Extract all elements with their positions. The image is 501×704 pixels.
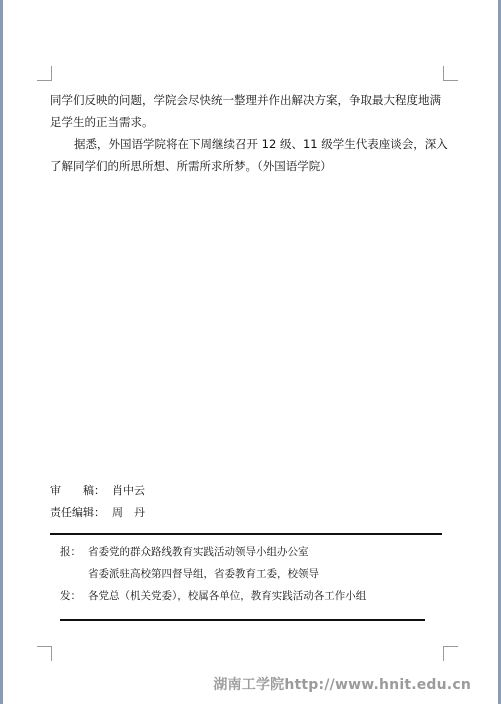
crop-mark-top-right	[443, 66, 458, 81]
reviewer-label: 审 稿：	[50, 484, 105, 497]
send-row	[60, 585, 366, 607]
reviewer-name: 肖中云	[112, 484, 145, 497]
body-paragraph-1: 同学们反映的问题，学院会尽快统一整理并作出解决方案，争取最大程度地满足学生的正当需求。	[50, 93, 441, 129]
editor-name: 周 丹	[112, 506, 145, 519]
editor-label: 责任编辑：	[50, 506, 105, 519]
site-watermark: 湖南工学院http://www.hnit.edu.cn	[213, 677, 471, 693]
editor-row	[50, 502, 145, 524]
report-label: 报：	[60, 546, 81, 558]
body-text	[50, 89, 450, 177]
distribution-top-rule	[50, 533, 442, 535]
distribution-bottom-rule	[60, 619, 425, 621]
report-row-2	[60, 563, 366, 585]
distribution-block	[60, 541, 366, 607]
crop-mark-bottom-left	[37, 646, 52, 661]
page-frame-left	[0, 0, 3, 704]
report-line-2: 省委派驻高校第四督导组，省委教育工委，校领导	[88, 568, 319, 580]
send-line: 各党总（机关党委），校属各单位，教育实践活动各工作小组	[88, 590, 367, 602]
reviewer-row	[50, 480, 145, 502]
credits	[50, 480, 145, 524]
crop-mark-top-left	[37, 66, 52, 81]
report-row	[60, 541, 366, 563]
body-paragraph-2: 据悉，外国语学院将在下周继续召开 12 级、11 级学生代表座谈会，深入了解同学们的所思所想、所需所求所梦。（外国语学院）	[50, 137, 448, 173]
crop-mark-bottom-right	[443, 646, 458, 661]
send-label: 发：	[60, 590, 81, 602]
report-line-1: 省委党的群众路线教育实践活动领导小组办公室	[88, 546, 309, 558]
